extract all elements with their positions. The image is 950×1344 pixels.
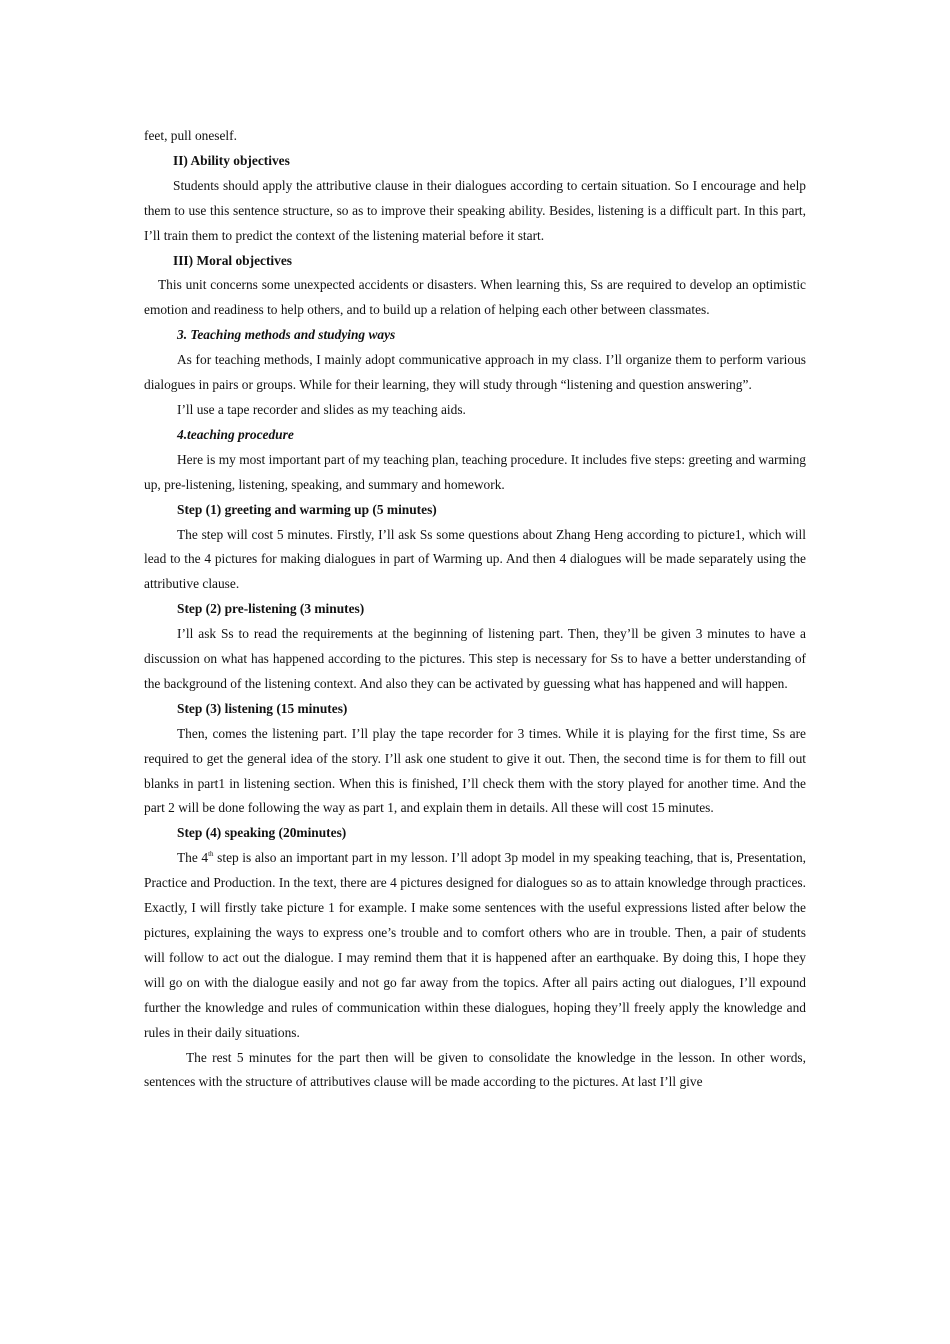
step2-paragraph: I’ll ask Ss to read the requirements at the beginning of listening part. Then, they’ll be given 3 minutes to have a discussion on what has happened according to the pictures. This step is necessary for Ss to have a better understanding of the background of the listening context. And also they can be activated by guessing what has happened and will happen. [144,626,806,691]
teaching-methods-heading: 3. Teaching methods and studying ways [177,327,396,343]
step4-paragraph [144,846,806,1045]
step3-heading: Step (3) listening (15 minutes) [177,700,348,716]
step4-heading: Step (4) speaking (20minutes) [177,825,347,841]
step3-paragraph: Then, comes the listening part. I’ll play the tape recorder for 3 times. While it is playing for the first time, Ss are required to get the general idea of the story. I’ll ask one student to give it out. Then, the second time is for them to fill out blanks in part1 in listening section. When this is finished, I’ll check them with the story played for another time. And the part 2 will be done following the way as part 1, and explain them in details. All these will cost 15 minutes. [144,725,806,816]
teaching-procedure-heading: 4.teaching procedure [177,426,294,442]
continuation-line: feet, pull oneself. [144,128,237,143]
moral-objectives-paragraph: This unit concerns some unexpected accidents or disasters. When learning this, Ss are required to develop an optimistic emotion and readiness to help others, and to build up a relation of helping each other between classmates. [144,277,806,318]
ability-objectives-paragraph: Students should apply the attributive clause in their dialogues according to certain situation. So I encourage and help them to use this sentence structure, so as to improve their speaking ability. Besides, listening is a difficult part. In this part, I’ll train them to predict the context of the listening material before it start. [144,177,806,243]
moral-objectives-heading: III) Moral objectives [173,252,292,268]
teaching-procedure-paragraph: Here is my most important part of my teaching plan, teaching procedure. It includes five steps: greeting and warming up, pre-listening, listening, speaking, and summary and homework. [144,451,806,492]
step4-ordinal-suffix: th [208,850,214,859]
teaching-aids-paragraph: I’ll use a tape recorder and slides as my teaching aids. [177,401,466,417]
document-page [144,124,806,1095]
ability-objectives-heading: II) Ability objectives [173,152,290,168]
teaching-methods-paragraph: As for teaching methods, I mainly adopt communicative approach in my class. I’ll organize them to perform various dialogues in pairs or groups. While for their learning, they will study through “listening and question answering”. [144,352,806,393]
rest-paragraph: The rest 5 minutes for the part then will be given to consolidate the knowledge in the lesson. In other words, sentences with the structure of attributives clause will be made according to the pictures. At last I’ll give [144,1049,806,1090]
step4-paragraph-start: The 4 [177,850,209,866]
step2-heading: Step (2) pre-listening (3 minutes) [177,601,365,617]
step1-heading: Step (1) greeting and warming up (5 minutes) [177,501,437,517]
step1-paragraph: The step will cost 5 minutes. Firstly, I’ll ask Ss some questions about Zhang Heng according to picture1, which will lead to the 4 pictures for making dialogues in part of Warming up. And then 4 dialogues will be made separately using the attributive clause. [144,526,806,592]
step4-paragraph-rest: step is also an important part in my lesson. I’ll adopt 3p model in my speaking teaching, that is, Presentation, Practice and Production. In the text, there are 4 pictures designed for dialogues so as to attain knowledge through practices. Exactly, I will firstly take picture 1 for example. I make some sentences with the useful expressions listed after below the pictures, explaining the ways to express one’s trouble and to comfort others who are in trouble. Then, a pair of students will follow to act out the dialogue. I may remind them that it is happened after an earthquake. By doing this, I hope they will go on with the dialogue easily and not go far away from the topics. After all pairs acting out dialogues, I’ll expound further the knowledge and rules of communication within these dialogues, hoping they’ll freely apply the knowledge and rules in their daily situations. [144,850,806,1040]
